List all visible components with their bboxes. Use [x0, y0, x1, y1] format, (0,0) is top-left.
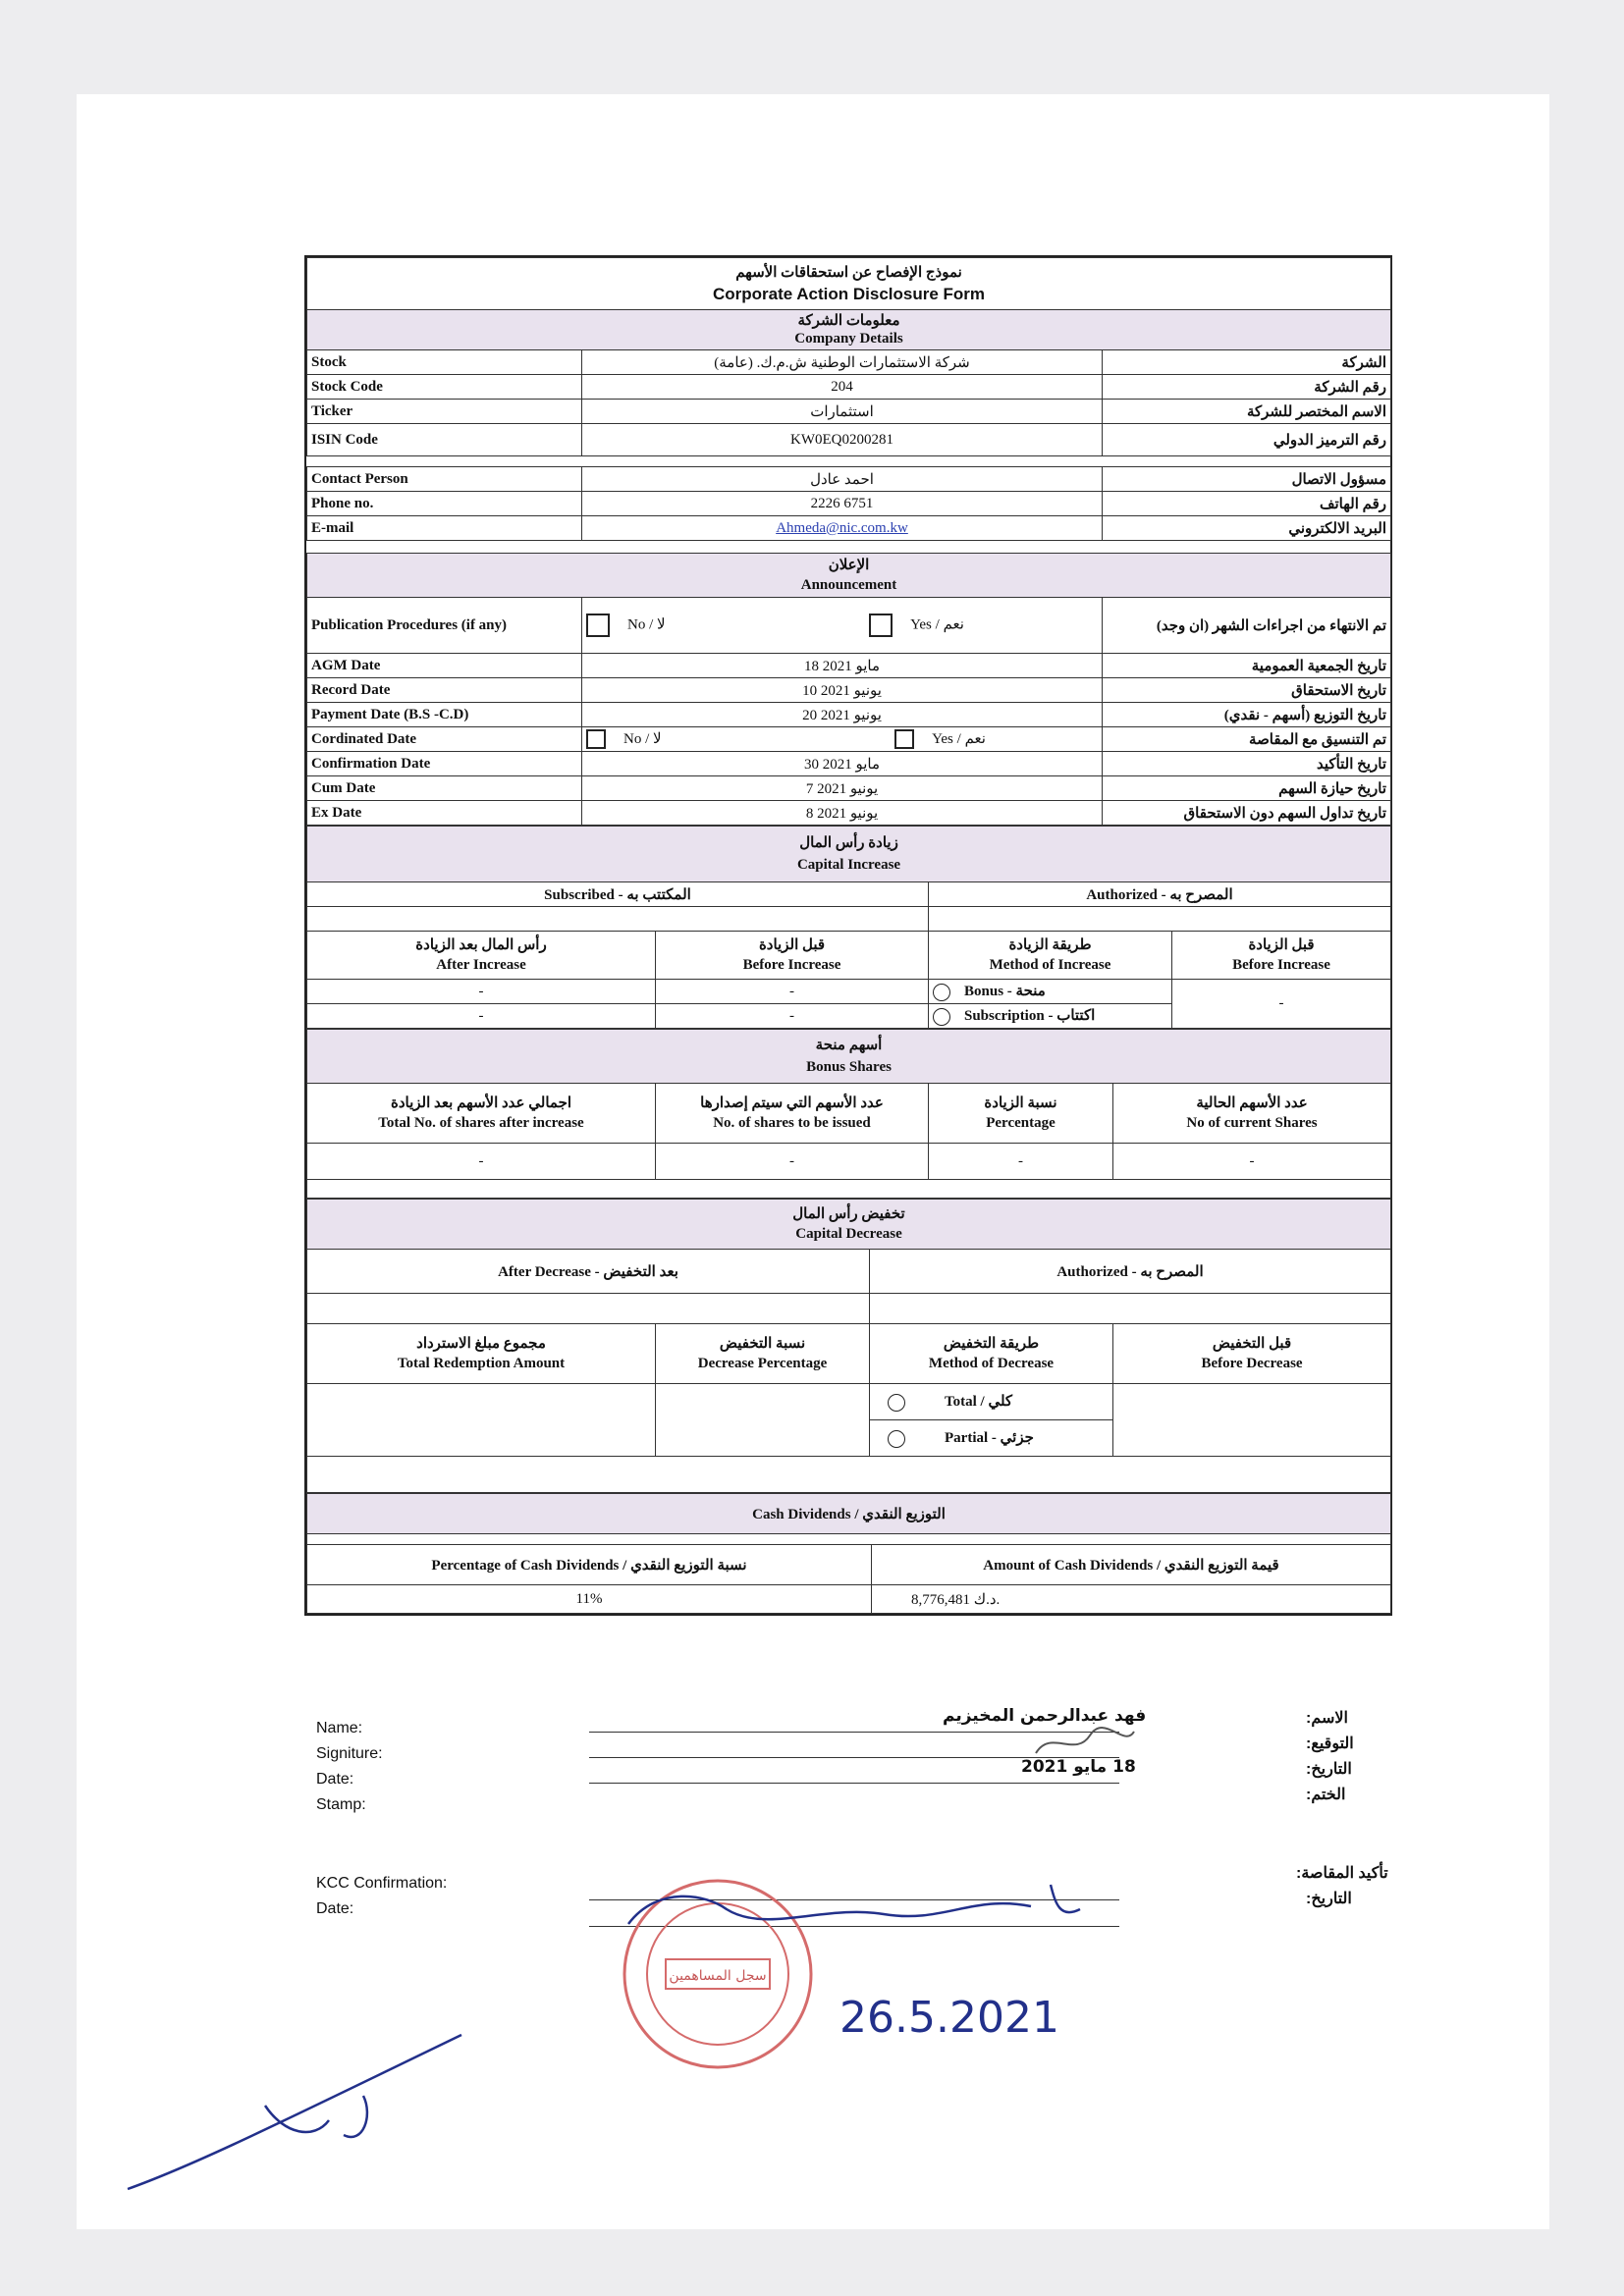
- cash-amount-value: 8,776,481 د.ك.: [872, 1585, 1391, 1614]
- total-radio[interactable]: [888, 1394, 905, 1412]
- signature-label: Signiture:: [316, 1745, 383, 1762]
- stamp-label-ar: الختم:: [1306, 1787, 1346, 1803]
- row-agm-date: AGM Date 18 مايو 2021 تاريخ الجمعية العمومية: [307, 654, 1391, 678]
- announcement-title-en: Announcement: [800, 577, 897, 593]
- row-isin: ISIN Code KW0EQ0200281 رقم الترميز الدولي: [307, 424, 1391, 456]
- kcc-confirmation-label-ar: تأكيد المقاصة:: [1296, 1865, 1388, 1882]
- coordinated-yes-checkbox[interactable]: [894, 729, 914, 749]
- name-label: Name:: [316, 1720, 363, 1736]
- publication-no-label: No / لا: [627, 616, 666, 633]
- row-stock: Stock شركة الاستثمارات الوطنية ش.م.ك. (عامة) الشركة: [307, 350, 1391, 375]
- capital-increase-title-en: Capital Increase: [796, 857, 901, 873]
- subscribed-header: Subscribed - المكتتب به: [307, 882, 929, 907]
- email-link[interactable]: Ahmeda@nic.com.kw: [776, 519, 908, 536]
- bonus-shares-table: أسهم منحة Bonus Shares اجمالي عدد الأسهم بعد الزيادة Total No. of shares after increase عدد الأسهم التي سيتم إصدارها No. of shares to be issued نسبة الزيادة Percentage عدد الأسهم الحالية No of current Shares - - - -: [306, 1029, 1391, 1199]
- row-ticker: Ticker استثمارات الاسم المختصر للشركة: [307, 400, 1391, 424]
- partial-radio[interactable]: [888, 1430, 905, 1448]
- partial-option-label: Partial - جزئي: [945, 1430, 1034, 1447]
- cash-amount-label: Amount of Cash Dividends / قيمة التوزيع النقدي: [872, 1545, 1391, 1585]
- stamp-label: Stamp:: [316, 1796, 366, 1813]
- row-record-date: Record Date 10 يونيو 2021 تاريخ الاستحقاق: [307, 678, 1391, 703]
- capital-decrease-title-ar: تخفيض رأس المال: [792, 1206, 905, 1222]
- row-cum-date: Cum Date 7 يونيو 2021 تاريخ حيازة السهم: [307, 776, 1391, 801]
- stock-value: شركة الاستثمارات الوطنية ش.م.ك. (عامة): [582, 350, 1103, 375]
- signatory-name: فهد عبدالرحمن المخيزيم: [943, 1706, 1147, 1726]
- bonus-shares-title-ar: أسهم منحة: [815, 1038, 883, 1053]
- announcement-title-ar: الإعلان: [828, 558, 870, 573]
- date-label-ar: التاريخ:: [1306, 1761, 1352, 1778]
- row-contact: Contact Person احمد عادل مسؤول الاتصال: [307, 467, 1391, 492]
- row-email: E-mail Ahmeda@nic.com.kw البريد الالكتروني: [307, 516, 1391, 541]
- bonus-radio[interactable]: [933, 984, 950, 1001]
- total-option-label: Total / كلي: [945, 1394, 1013, 1411]
- cash-pct-label: Percentage of Cash Dividends / نسبة التوزيع النقدي: [307, 1545, 872, 1585]
- row-coordinated-date: Cordinated Date No / لا Yes / نعم تم التنسيق مع المقاصة: [307, 727, 1391, 752]
- publication-yes-checkbox[interactable]: [869, 614, 893, 637]
- row-confirmation-date: Confirmation Date 30 مايو 2021 تاريخ التأكيد: [307, 752, 1391, 776]
- capital-increase-title-ar: زيادة رأس المال: [799, 835, 898, 851]
- authorized-decrease-header: Authorized - المصرح به: [870, 1250, 1391, 1294]
- isin-value: KW0EQ0200281: [582, 424, 1103, 456]
- disclosure-form: [304, 255, 1392, 1616]
- row-publication: Publication Procedures (if any) No / لا Yes / نعم تم الانتهاء من اجراءات الشهر (ان وجد): [307, 598, 1391, 654]
- kcc-signature: [619, 1865, 1129, 1993]
- cash-dividends-title: Cash Dividends / التوزيع النقدي: [307, 1494, 1391, 1534]
- bonus-shares-title-en: Bonus Shares: [806, 1059, 892, 1075]
- cash-pct-value: 11%: [307, 1585, 872, 1614]
- kcc-date-label-ar: التاريخ:: [1306, 1891, 1352, 1907]
- coordinated-no-checkbox[interactable]: [586, 729, 606, 749]
- stamp-text: سجل المساهمين: [669, 1968, 767, 1984]
- kcc-confirmation-label: KCC Confirmation:: [316, 1875, 448, 1892]
- capital-decrease-title-en: Capital Decrease: [795, 1226, 902, 1242]
- form-title-ar: نموذج الإفصاح عن استحقاقات الأسهم: [735, 265, 962, 281]
- authorized-header: Authorized - المصرح به: [929, 882, 1391, 907]
- capital-decrease-table: تخفيض رأس المال Capital Decrease After Decrease - بعد التخفيض Authorized - المصرح به مجموع مبلغ الاسترداد Total Redemption Amount نسبة التخفيض Decrease Percentage طريقة التخفيض Method of Decrease قبل التخفيض Before Decrease Total / كلي Partial - جزئي: [306, 1199, 1391, 1493]
- publication-no-checkbox[interactable]: [586, 614, 610, 637]
- subscription-radio[interactable]: [933, 1008, 950, 1026]
- capital-increase-table: زيادة رأس المال Capital Increase Subscribed - المكتتب به Authorized - المصرح به رأس المال بعد الزيادة After Increase قبل الزيادة Before Increase طريقة الزيادة Method of Increase قبل الزيادة Before Increase - - Bonus - منحة - - - Subscription - اكتتاب: [306, 826, 1391, 1029]
- company-details-title-en: Company Details: [794, 331, 903, 347]
- date-line: [589, 1783, 1119, 1784]
- subscription-option-label: Subscription - اكتتاب: [964, 1008, 1096, 1025]
- signed-date: 18 مايو 2021: [1021, 1757, 1136, 1777]
- name-label-ar: الاسم:: [1306, 1710, 1348, 1727]
- form-header-table: [306, 257, 1391, 826]
- initials-signature: [118, 2027, 481, 2199]
- stock-code-value: 204: [582, 375, 1103, 400]
- signature-label-ar: التوقيع:: [1306, 1735, 1354, 1752]
- contact-value: احمد عادل: [582, 467, 1103, 492]
- row-stock-code: Stock Code 204 رقم الشركة: [307, 375, 1391, 400]
- bonus-option-label: Bonus - منحة: [964, 984, 1046, 1000]
- kcc-date-label: Date:: [316, 1900, 354, 1917]
- row-phone: Phone no. 2226 6751 رقم الهاتف: [307, 492, 1391, 516]
- signatory-signature: [1031, 1724, 1139, 1763]
- handwritten-date: 26.5.2021: [839, 1993, 1059, 2043]
- publication-yes-label: Yes / نعم: [910, 616, 964, 633]
- ticker-value: استثمارات: [582, 400, 1103, 424]
- row-payment-date: Payment Date (B.S -C.D) 20 يونيو 2021 تاريخ التوزيع (أسهم - نقدي): [307, 703, 1391, 727]
- phone-value: 2226 6751: [582, 492, 1103, 516]
- form-title-en: Corporate Action Disclosure Form: [712, 285, 986, 303]
- date-label: Date:: [316, 1771, 354, 1788]
- company-details-title-ar: معلومات الشركة: [797, 313, 900, 329]
- cash-dividends-table: [306, 1493, 1391, 1614]
- after-decrease-header: After Decrease - بعد التخفيض: [307, 1250, 870, 1294]
- row-ex-date: Ex Date 8 يونيو 2021 تاريخ تداول السهم دون الاستحقاق: [307, 801, 1391, 826]
